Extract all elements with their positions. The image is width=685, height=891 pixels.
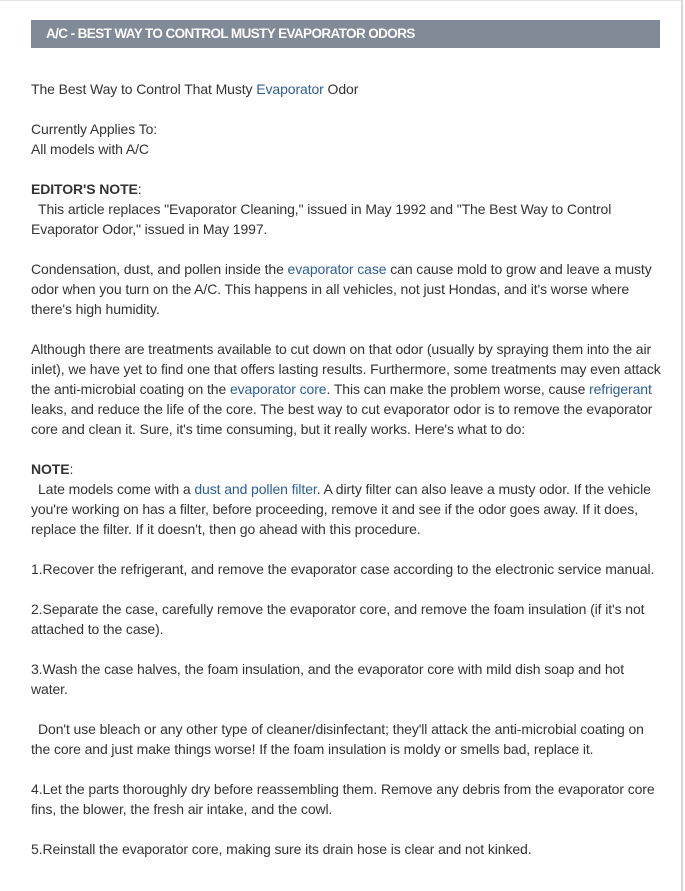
editors-note-label: EDITOR'S NOTE (31, 181, 138, 197)
para2-text-b: . This can make the problem worse, cause (326, 381, 590, 397)
evaporator-link[interactable]: Evaporator (256, 81, 324, 97)
paragraph-condensation (31, 259, 663, 319)
note-colon: : (69, 461, 74, 477)
step-2: 2.Separate the case, carefully remove the evaporator core, and remove the foam insulation (if it's not attached to the case). (31, 601, 645, 637)
step-1: 1.Recover the refrigerant, and remove the evaporator case according to the electronic service manual. (31, 561, 655, 577)
step-3-caution-text: Don't use bleach or any other type of cleaner/disinfectant; they'll attack the anti-microbial coating on the core and just make things worse! If the foam insulation is moldy or smells bad, replace it. (31, 721, 644, 757)
step-3: 3.Wash the case halves, the foam insulation, and the evaporator core with mild dish soap and hot water. (31, 661, 625, 697)
step-5: 5.Reinstall the evaporator core, making sure its drain hose is clear and not kinked. (31, 841, 532, 857)
evaporator-case-link[interactable]: evaporator case (287, 261, 387, 277)
editors-note (31, 179, 663, 239)
editors-note-colon: : (137, 181, 142, 197)
editors-note-text: This article replaces "Evaporator Cleaning," issued in May 1992 and "The Best Way to Control Evaporator Odor," issued in May 1997. (31, 201, 612, 237)
para1-text-a: Condensation, dust, and pollen inside the (31, 261, 288, 277)
dust-pollen-filter-link[interactable]: dust and pollen filter (194, 481, 317, 497)
para2-text-c: leaks, and reduce the life of the core. The best way to cut evaporator odor is to remove the evaporator core and clean it. Sure, it's time consuming, but it really works. Here's what to do: (31, 401, 653, 437)
intro-text: The Best Way to Control That Musty (31, 81, 257, 97)
note-text-a: Late models come with a (38, 481, 195, 497)
intro-text-end: Odor (323, 81, 359, 97)
applies-label: Currently Applies To: (31, 121, 158, 137)
para1-text-b: can cause mold to grow and leave a musty odor when you turn on the A/C. This happens in all vehicles, not just Hondas, and it's worse where there's high humidity. (31, 261, 652, 317)
note-text-b: . A dirty filter can also leave a musty odor. If the vehicle you're working on has a filter, before proceeding, remove it and see if the odor goes away. If it does, replace the filter. If it doesn't, then go ahead with this procedure. (31, 481, 651, 537)
applies-to (31, 119, 663, 159)
applies-value: All models with A/C (31, 141, 149, 157)
note-label: NOTE (31, 461, 70, 477)
step-3-caution (31, 719, 663, 759)
intro-line (31, 79, 663, 99)
para2-text-a: Although there are treatments available to cut down on that odor (usually by spraying them into the air inlet), we have yet to find one that offers lasting results. Furthermore, some treatments may even attack the anti-microbial coating on the (31, 341, 661, 397)
article-body (31, 79, 663, 879)
paragraph-treatments (31, 339, 663, 439)
step-4: 4.Let the parts thoroughly dry before reassembling them. Remove any debris from the evaporator core fins, the blower, the fresh air intake, and the cowl. (31, 781, 655, 817)
note-block (31, 459, 663, 539)
evaporator-core-link[interactable]: evaporator core (229, 381, 327, 397)
article-title: A/C - BEST WAY TO CONTROL MUSTY EVAPORATOR ODORS (31, 20, 660, 48)
refrigerant-link[interactable]: refrigerant (589, 381, 652, 397)
